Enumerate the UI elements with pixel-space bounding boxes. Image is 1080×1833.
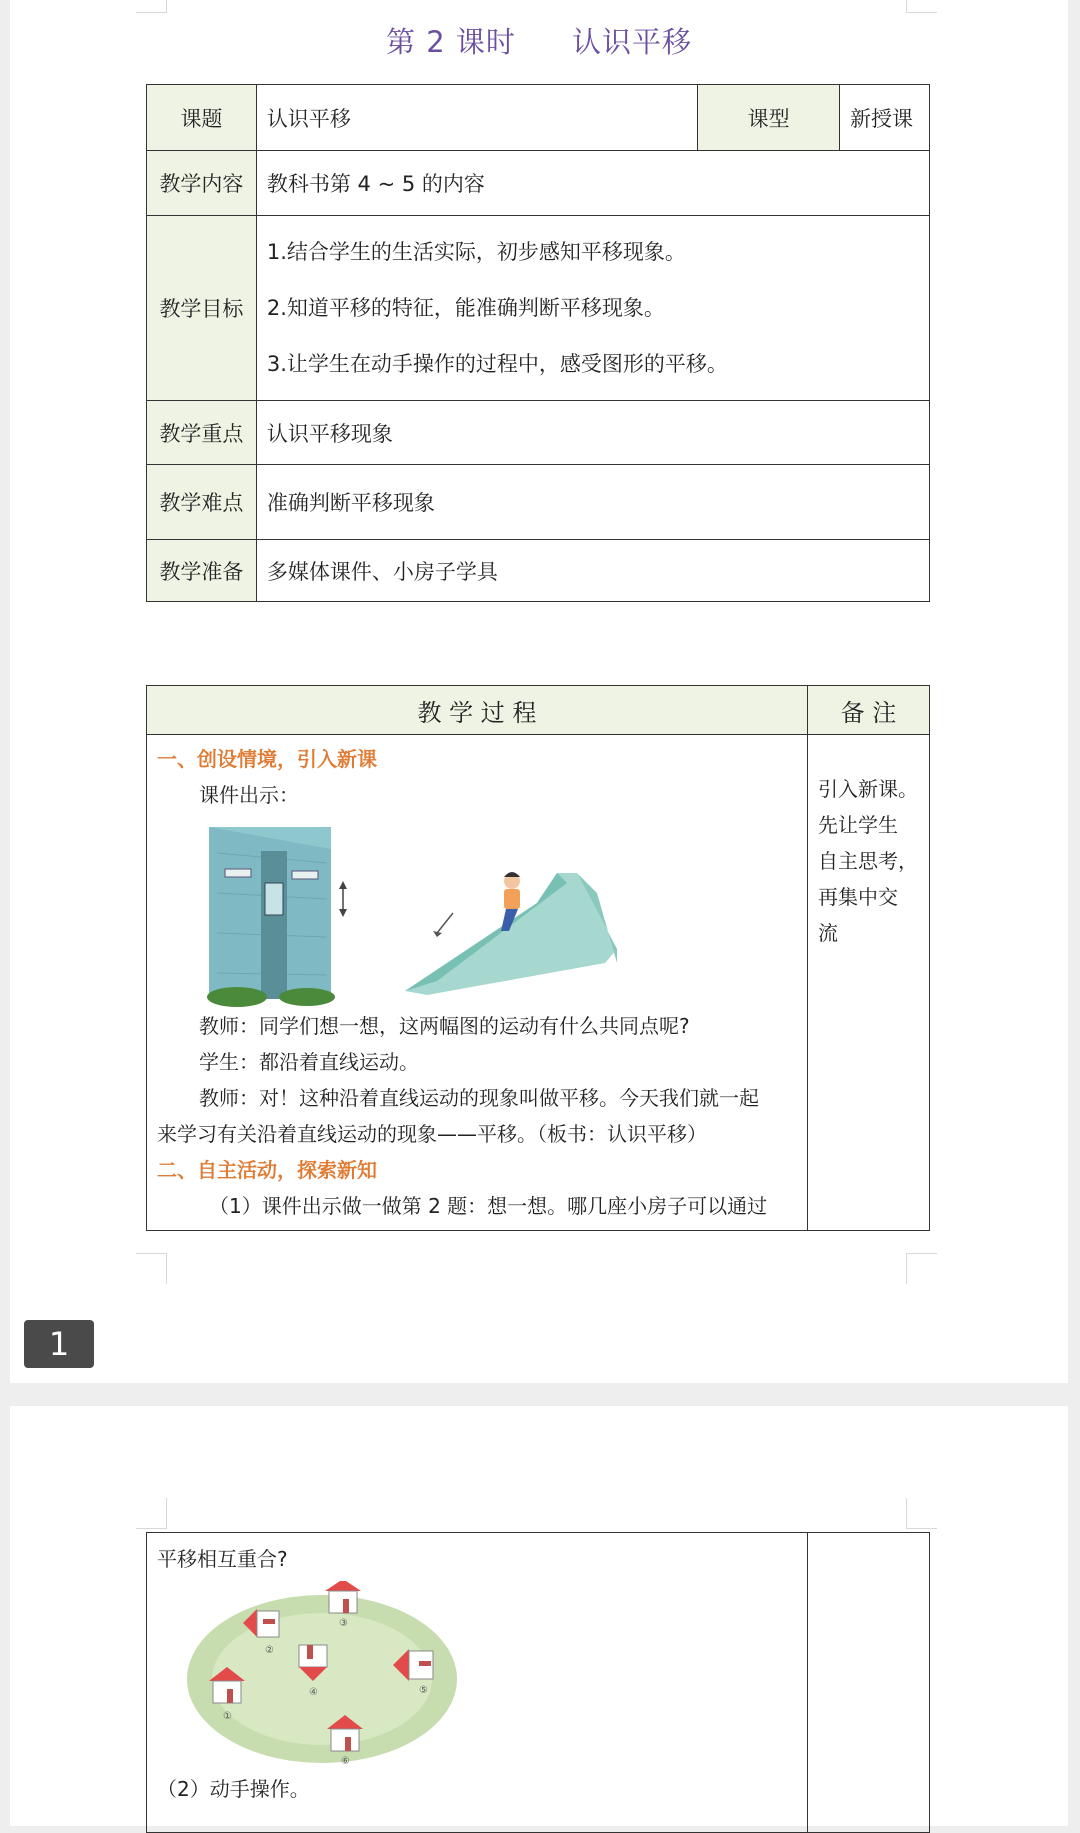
lesson-number: 第 2 课时 [386,25,516,59]
note-line: 再集中交 [818,885,898,909]
elevator-building-image [207,827,347,1007]
process-cell [147,735,808,1231]
table-row [147,540,930,602]
house-number: ② [265,1645,274,1656]
note-cell [808,735,930,1231]
goal-item: 1.结合学生的生活实际，初步感知平移现象。 [266,240,686,264]
type-value: 新授课 [840,85,930,151]
house-number: ④ [309,1687,318,1698]
table-row [147,465,930,540]
lesson-name: 认识平移 [571,25,692,59]
goal-item: 2.知道平移的特征，能准确判断平移现象。 [266,296,665,320]
table-row [147,735,930,1231]
document-page-1 [10,0,1068,1383]
focus-label: 教学重点 [147,401,257,465]
goal-item: 3.让学生在动手操作的过程中，感受图形的平移。 [266,352,728,376]
content-value: 教科书第 4 ~ 5 的内容 [256,151,929,216]
dialogue-line: 来学习有关沿着直线运动的现象——平移。（板书：认识平移） [157,1122,707,1146]
goals-cell [256,216,929,401]
topic-value: 认识平移 [256,85,697,151]
topic-label: 课题 [147,85,257,151]
table-row [147,85,930,151]
table-row [147,401,930,465]
page-corner-mark [906,1498,937,1529]
page-corner-mark [906,1253,937,1284]
houses-illustration [157,1581,797,1771]
process-header: 教 学 过 程 [147,686,808,735]
note-line: 自主思考， [818,849,918,873]
page-corner-mark [136,1253,167,1284]
house-number: ⑥ [341,1756,350,1767]
process-cell [147,1533,808,1833]
teaching-process-table [146,685,930,1231]
content-label: 教学内容 [147,151,257,216]
courseware-label: 课件出示： [199,783,299,807]
prep-label: 教学准备 [147,540,257,602]
goals-label: 教学目标 [147,216,257,401]
dialogue-line: 教师：同学们想一想，这两幅图的运动有什么共同点呢? [199,1014,690,1038]
house-number: ⑤ [419,1685,428,1696]
activity-item-2: （2）动手操作。 [157,1777,310,1801]
prep-value: 多媒体课件、小房子学具 [256,540,929,602]
house-number: ③ [339,1618,348,1629]
page-corner-mark [906,0,937,13]
difficulty-label: 教学难点 [147,465,257,540]
table-header-row [147,686,930,735]
note-header: 备 注 [808,686,930,735]
dialogue-line: 学生：都沿着直线运动。 [199,1050,419,1074]
note-cell [808,1533,930,1833]
section-title-1: 一、创设情境，引入新课 [157,747,377,771]
page-number-badge: 1 [24,1320,94,1368]
slide-image [405,872,617,995]
section-title-2: 二、自主活动，探索新知 [157,1158,377,1182]
note-line: 引入新课。 [818,777,918,801]
note-line: 先让学生 [818,813,898,837]
house-number: ① [223,1711,232,1722]
document-page-2 [10,1406,1068,1826]
type-label: 课型 [698,85,840,151]
page-corner-mark [136,1498,167,1529]
table-row [147,1533,930,1833]
continued-question: 平移相互重合? [157,1547,288,1571]
teaching-process-table-continued [146,1532,930,1833]
table-row [147,216,930,401]
activity-item-1: （1）课件出示做一做第 2 题：想一想。哪几座小房子可以通过 [209,1194,768,1218]
table-row [147,151,930,216]
lesson-info-table [146,84,930,602]
elevator-slide-illustration [157,813,797,1008]
focus-value: 认识平移现象 [256,401,929,465]
difficulty-value: 准确判断平移现象 [256,465,929,540]
page-corner-mark [136,0,167,13]
dialogue-line: 教师：对！这种沿着直线运动的现象叫做平移。今天我们就一起 [199,1086,759,1110]
lesson-title [10,20,1068,61]
note-line: 流 [818,921,838,945]
